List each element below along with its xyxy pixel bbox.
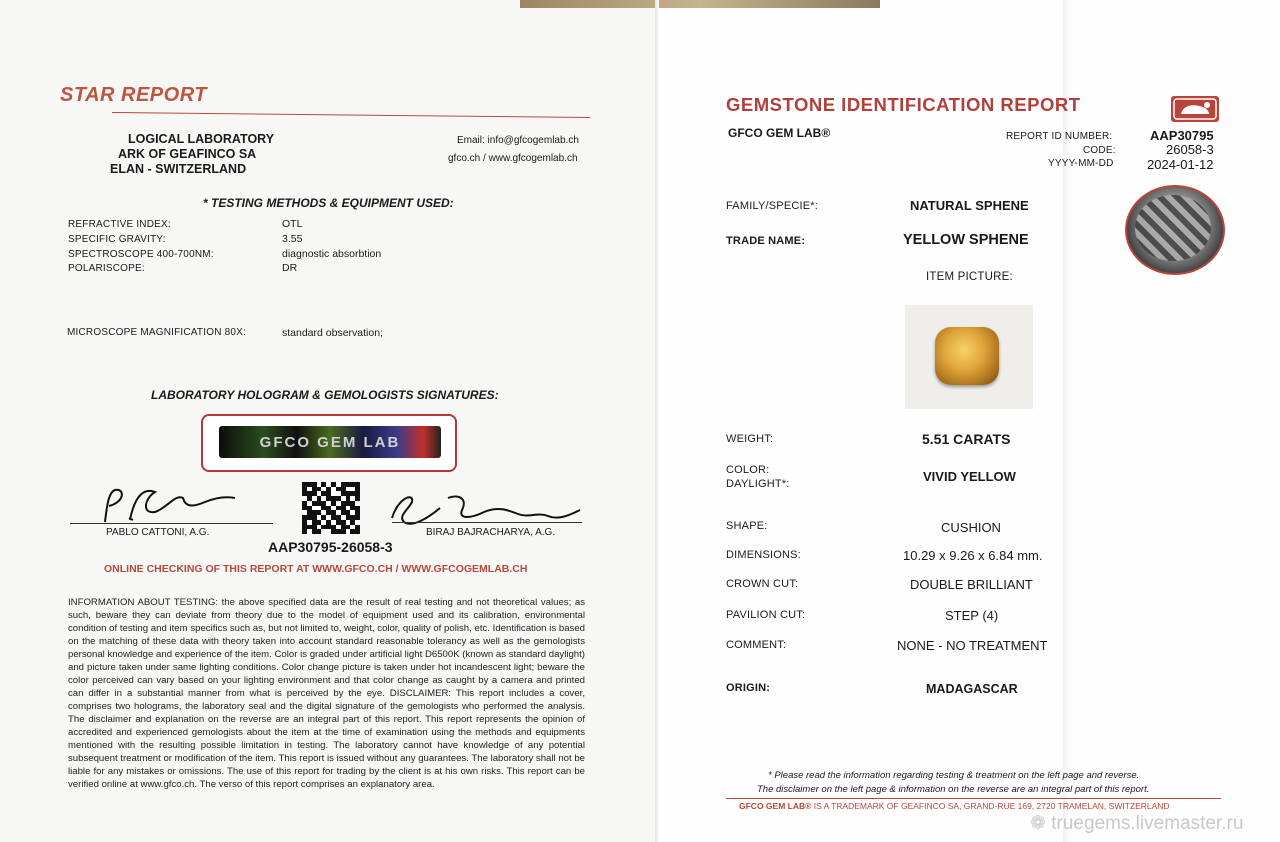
signature-line-right [392,522,582,523]
origin-label: ORIGIN: [726,682,771,694]
family-label: FAMILY/SPECIE*: [726,200,819,212]
weight-label: WEIGHT: [726,433,774,445]
method-value: DR [282,262,298,274]
trademark-text: IS A TRADEMARK OF GEAFINCO SA, GRAND-RUE 169, 2720 TRAMELAN, SWITZERLAND [813,801,1170,811]
crown-cut-label: CROWN CUT: [726,578,799,590]
origin-value: MADAGASCAR [926,682,1018,696]
shape-value: CUSHION [941,520,1001,535]
watermark [1030,812,1243,835]
top-wood-strip [520,0,880,8]
method-value: 3.55 [282,233,303,245]
lab-email: Email: info@gfcogemlab.ch [457,135,579,146]
watermark-flower-icon: ❁ [1030,813,1046,834]
footnote-line2: The disclaimer on the left page & information on the reverse are an integral part of this report. [757,784,1150,795]
hologram-frame [201,414,457,472]
lab-seal-icon [1125,185,1225,275]
method-value: OTL [282,218,303,230]
method-label: POLARISCOPE: [68,263,145,274]
report-id-value: AAP30795 [1150,128,1214,143]
method-label: SPECIFIC GRAVITY: [68,234,166,245]
code-value: 26058-3 [1166,142,1214,157]
weight-value: 5.51 CARATS [922,431,1011,447]
comment-label: COMMENT: [726,639,787,651]
report-id-label: REPORT ID NUMBER: [1006,131,1113,142]
signer-right-name: BIRAJ BAJRACHARYA, A.G. [426,527,556,538]
lab-website: gfco.ch / www.gfcogemlab.ch [448,153,578,164]
signature-line-left [70,523,273,524]
bear-logo-icon [1171,96,1219,122]
disclaimer-text: INFORMATION ABOUT TESTING: the above specified data are the result of real testing and not theoretical values; as such, beware they can deviate from theory due to the model of equipment used and its calibration, environmental condition of testing and item specifics such as, but not limited to, weight, color, quality of polish, etc. Identification is based on the matching of these data with theory taken into account standard reasonable tolerancy as well as the gemologists personal knowledge and experience of the item. Color is graded under artificial light D6500K (known as standard daylight) and picture taken under same lighting conditions. Color change picture is taken under hot incandescent light; beware the color perceived can vary based on your lighting environment and that color change as caught by a camera and printed can differ in a substantial manner from what is perceived by the eye. DISCLAIMER: This report includes a cover, comprises two holograms, the laboratory seal and the digital signature of the gemologists who performed the analysis. The disclaimer and explanation on the reverse are an integral part of this report. This report represents the opinion of accredited and experienced gemologists about the item at the time of examination using the methods and equipments mentioned with the resulting possible limitation in testing. The laboratory cannot have knowledge of any potential subsequent treatment or modification of the item. This report is issued without any guarantees. The laboratory shall not be liable for any mistakes or omissions. The use of this report for trading by the client is at his own risks. This report can be verified online at www.gfco.ch. The verso of this report comprises an explanatory area. [68,597,585,790]
gemstone-image [935,327,999,385]
lab-name: GFCO GEM LAB® [728,126,831,140]
footer-rule [726,798,1221,799]
trade-name-label: TRADE NAME: [726,235,806,247]
pavilion-cut-value: STEP (4) [945,608,999,623]
report-title: GEMSTONE IDENTIFICATION REPORT [726,94,1081,115]
signer-left-name: PABLO CATTONI, A.G. [106,527,210,538]
microscope-label: MICROSCOPE MAGNIFICATION 80X: [67,327,246,338]
color-label: COLOR: [726,464,770,476]
left-report-title: STAR REPORT [60,84,207,106]
crown-cut-value: DOUBLE BRILLIANT [910,577,1033,592]
trade-name-value: YELLOW SPHENE [903,232,1029,248]
gem-photo [905,305,1033,409]
hologram-heading: LABORATORY HOLOGRAM & GEMOLOGISTS SIGNATURES: [151,388,499,402]
method-label: REFRACTIVE INDEX: [68,219,171,230]
trademark-line [739,801,1170,811]
daylight-label: DAYLIGHT*: [726,478,790,490]
method-label: SPECTROSCOPE 400-700NM: [68,249,214,260]
lab-name-line2: ARK OF GEAFINCO SA [118,147,257,161]
date-value: 2024-01-12 [1147,157,1214,172]
lab-name-line1: LOGICAL LABORATORY [128,132,275,146]
date-label: YYYY-MM-DD [1048,158,1114,169]
family-value: NATURAL SPHENE [910,198,1029,213]
page-fold [655,0,659,842]
methods-heading: * TESTING METHODS & EQUIPMENT USED: [203,196,454,210]
watermark-text: truegems.livemaster.ru [1051,813,1244,834]
code-label: CODE: [1083,145,1116,156]
signature-right [388,488,588,532]
method-value: diagnostic absorbtion [282,248,382,260]
trademark-brand: GFCO GEM LAB® [739,801,812,811]
signature-left [95,484,245,526]
report-number: AAP30795-26058-3 [268,539,393,555]
footnote-line1: * Please read the information regarding testing & treatment on the left page and reverse. [768,770,1140,781]
color-value: VIVID YELLOW [923,469,1016,484]
dimensions-value: 10.29 x 9.26 x 6.84 mm. [903,548,1043,563]
dimensions-label: DIMENSIONS: [726,549,801,561]
shape-label: SHAPE: [726,520,768,532]
hologram-sticker: GFCO GEM LAB [219,426,441,458]
lab-name-line3: ELAN - SWITZERLAND [110,162,247,176]
comment-value: NONE - NO TREATMENT [897,638,1048,653]
item-picture-label: ITEM PICTURE: [926,271,1013,283]
pavilion-cut-label: PAVILION CUT: [726,609,806,621]
online-check: ONLINE CHECKING OF THIS REPORT AT WWW.GFCO.CH / WWW.GFCOGEMLAB.CH [104,563,528,575]
qr-code [302,482,360,534]
page-edge [1063,0,1068,842]
microscope-value: standard observation; [282,327,383,339]
